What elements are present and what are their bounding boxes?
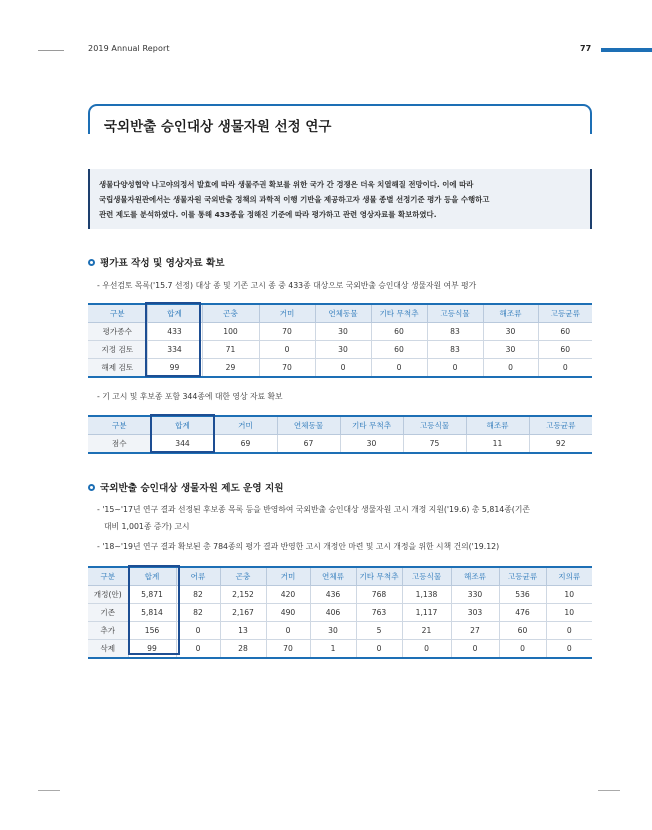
section-heading-1 — [88, 255, 225, 269]
page-number: 77 — [580, 44, 592, 53]
column-header: 고등식물 — [427, 304, 483, 323]
table-cell: 0 — [371, 359, 427, 378]
table-cell: 2,152 — [220, 586, 266, 604]
table-cell: 21 — [402, 622, 451, 640]
row-label: 평가종수 — [88, 323, 147, 341]
table-cell: 82 — [176, 604, 220, 622]
table-cell: 83 — [427, 341, 483, 359]
table-cell: 71 — [202, 341, 259, 359]
table-cell: 0 — [546, 622, 592, 640]
table-cell: 2,167 — [220, 604, 266, 622]
section2-note2: - '18~'19년 연구 결과 확보된 총 784종의 평가 결과 반영한 고시 개정안 마련 및 고시 개정을 위한 시책 건의('19.12) — [97, 542, 500, 551]
table-cell: 60 — [538, 341, 592, 359]
column-header: 곤충 — [220, 567, 266, 586]
row-label: 개정(안) — [88, 586, 128, 604]
table-cell: 30 — [315, 323, 371, 341]
table-cell: 763 — [356, 604, 402, 622]
table-cell: 5,871 — [128, 586, 176, 604]
report-name: 2019 Annual Report — [88, 44, 170, 53]
bullet-ring-icon — [88, 259, 95, 266]
column-header: 고등균류 — [538, 304, 592, 323]
table-cell: 10 — [546, 604, 592, 622]
table-cell: 0 — [266, 622, 310, 640]
table-cell: 334 — [147, 341, 202, 359]
table-cell: 0 — [356, 640, 402, 659]
column-header: 기타 무척추 — [340, 416, 403, 435]
summary-line: 생물다양성협약 나고야의정서 발효에 따라 생물주권 확보를 위한 국가 간 경쟁은 더욱 치열해질 전망이다. 이에 따라 — [99, 180, 474, 189]
table-cell: 30 — [483, 323, 538, 341]
section-heading-text: 국외반출 승인대상 생물자원 제도 운영 지원 — [100, 483, 284, 494]
table-cell: 70 — [266, 640, 310, 659]
table-cell: 13 — [220, 622, 266, 640]
table-cell: 99 — [147, 359, 202, 378]
column-header: 고등식물 — [403, 416, 466, 435]
column-header: 해조류 — [466, 416, 529, 435]
section2-note1: - '15~'17년 연구 결과 선정된 후보종 목록 등을 반영하여 국외반출 승인대상 생물자원 고시 개정 지원('19.6) 총 5,814종(기존 — [97, 505, 530, 514]
summary-line: 국립생물자원관에서는 생물자원 국외반출 정책의 과학적 이행 기반을 제공하고자 생물 종별 선정기준 평가 등을 수행하고 — [99, 195, 490, 204]
column-header: 구분 — [88, 304, 147, 323]
table-cell: 60 — [371, 323, 427, 341]
title-frame — [88, 104, 592, 134]
header-accent-bar — [601, 48, 652, 52]
table-cell: 75 — [403, 435, 466, 454]
table-cell: 0 — [315, 359, 371, 378]
table-cell: 0 — [538, 359, 592, 378]
column-header: 거미 — [259, 304, 315, 323]
section1-note2: - 기 고시 및 후보종 포함 344종에 대한 영상 자료 확보 — [97, 392, 283, 401]
column-header: 해조류 — [483, 304, 538, 323]
total-column-highlight — [150, 414, 215, 453]
section2-note1-cont: 대비 1,001종 증가) 고시 — [104, 522, 190, 531]
table-cell: 344 — [151, 435, 214, 454]
table-cell: 11 — [466, 435, 529, 454]
column-header: 구분 — [88, 416, 151, 435]
table-cell: 303 — [451, 604, 499, 622]
column-header: 거미 — [214, 416, 277, 435]
footer-rule-right — [598, 790, 620, 791]
column-header: 어류 — [176, 567, 220, 586]
table-cell: 1,117 — [402, 604, 451, 622]
column-header: 연체동물 — [277, 416, 340, 435]
row-label: 삭제 — [88, 640, 128, 659]
column-header: 연체동물 — [315, 304, 371, 323]
column-header: 고등식물 — [402, 567, 451, 586]
column-header: 곤충 — [202, 304, 259, 323]
section1-note1: - 우선검토 목록('15.7 선정) 대상 종 및 기존 고시 종 중 433종 대상으로 국외반출 승인대상 생물자원 여부 평가 — [97, 281, 477, 290]
column-header: 기타 무척추 — [371, 304, 427, 323]
row-label: 추가 — [88, 622, 128, 640]
table-cell: 60 — [499, 622, 546, 640]
row-label: 기존 — [88, 604, 128, 622]
table-cell: 27 — [451, 622, 499, 640]
footer-rule-left — [38, 790, 60, 791]
summary-line: 관련 제도를 분석하였다. 이를 통해 433종을 정해진 기준에 따라 평가하고 관련 영상자료를 확보하였다. — [99, 210, 437, 219]
table-cell: 0 — [259, 341, 315, 359]
column-header: 합계 — [147, 304, 202, 323]
table-cell: 1,138 — [402, 586, 451, 604]
table-cell: 768 — [356, 586, 402, 604]
table-cell: 0 — [176, 622, 220, 640]
table-cell: 406 — [310, 604, 356, 622]
table-cell: 30 — [340, 435, 403, 454]
table-cell: 60 — [371, 341, 427, 359]
bullet-ring-icon — [88, 484, 95, 491]
table-cell: 10 — [546, 586, 592, 604]
table-cell: 82 — [176, 586, 220, 604]
table-cell: 30 — [315, 341, 371, 359]
table-cell: 476 — [499, 604, 546, 622]
table-cell: 5 — [356, 622, 402, 640]
table-cell: 30 — [483, 341, 538, 359]
table-cell: 100 — [202, 323, 259, 341]
table-cell: 83 — [427, 323, 483, 341]
table-cell: 92 — [529, 435, 592, 454]
table-cell: 0 — [499, 640, 546, 659]
section-heading-text: 평가표 작성 및 영상자료 확보 — [100, 258, 225, 269]
table-cell: 1 — [310, 640, 356, 659]
page-title: 국외반출 승인대상 생물자원 선정 연구 — [104, 119, 332, 135]
row-label: 해제 검토 — [88, 359, 147, 378]
table-cell: 99 — [128, 640, 176, 659]
table-cell: 0 — [176, 640, 220, 659]
total-column-highlight — [128, 565, 180, 655]
table-cell: 330 — [451, 586, 499, 604]
table-cell: 436 — [310, 586, 356, 604]
row-label: 점수 — [88, 435, 151, 454]
table-cell: 490 — [266, 604, 310, 622]
column-header: 고등균류 — [499, 567, 546, 586]
table-cell: 433 — [147, 323, 202, 341]
column-header: 해조류 — [451, 567, 499, 586]
table-cell: 536 — [499, 586, 546, 604]
column-header: 합계 — [128, 567, 176, 586]
table-cell: 30 — [310, 622, 356, 640]
table-cell: 0 — [546, 640, 592, 659]
column-header: 합계 — [151, 416, 214, 435]
table-cell: 28 — [220, 640, 266, 659]
table-cell: 0 — [402, 640, 451, 659]
table-cell: 60 — [538, 323, 592, 341]
table-cell: 29 — [202, 359, 259, 378]
column-header: 지의류 — [546, 567, 592, 586]
column-header: 고등균류 — [529, 416, 592, 435]
table-cell: 0 — [427, 359, 483, 378]
section-heading-2 — [88, 480, 284, 494]
table-cell: 70 — [259, 359, 315, 378]
column-header: 기타 무척추 — [356, 567, 402, 586]
total-column-highlight — [145, 302, 201, 377]
table-cell: 0 — [451, 640, 499, 659]
table-cell: 69 — [214, 435, 277, 454]
summary-box — [88, 169, 592, 229]
column-header: 거미 — [266, 567, 310, 586]
table-cell: 156 — [128, 622, 176, 640]
header-rule-left — [38, 50, 64, 51]
table-cell: 420 — [266, 586, 310, 604]
column-header: 연체류 — [310, 567, 356, 586]
table-cell: 70 — [259, 323, 315, 341]
table-cell: 67 — [277, 435, 340, 454]
column-header: 구분 — [88, 567, 128, 586]
row-label: 지정 검토 — [88, 341, 147, 359]
table-cell: 5,814 — [128, 604, 176, 622]
table-cell: 0 — [483, 359, 538, 378]
